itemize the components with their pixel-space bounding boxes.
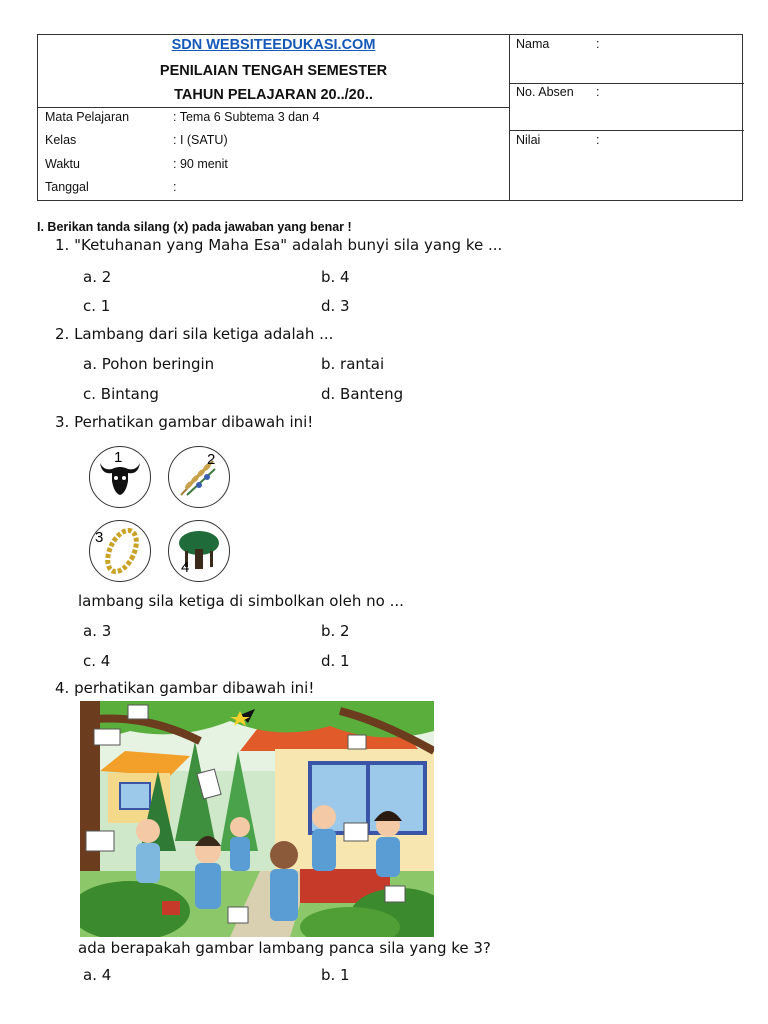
field-label-date: Tanggal xyxy=(45,180,89,194)
q1-option-d[interactable]: d. 3 xyxy=(321,297,350,315)
q4-option-b[interactable]: b. 1 xyxy=(321,966,350,984)
question-1: 1. "Ketuhanan yang Maha Esa" adalah bunyi sila yang ke ... xyxy=(55,236,503,254)
q2-option-b[interactable]: b. rantai xyxy=(321,355,385,373)
field-value-date: : xyxy=(173,180,177,194)
rice-cotton-icon xyxy=(168,446,230,508)
score-label: Nilai xyxy=(516,133,541,147)
q3-option-d[interactable]: d. 1 xyxy=(321,652,350,670)
question-4: 4. perhatikan gambar dibawah ini! xyxy=(55,679,315,697)
name-colon: : xyxy=(596,37,600,51)
schoolyard-illustration xyxy=(80,701,434,937)
exam-title: PENILAIAN TENGAH SEMESTER xyxy=(159,63,388,79)
symbol-number-4: 4 xyxy=(181,559,190,576)
q2-option-a[interactable]: a. Pohon beringin xyxy=(83,355,215,373)
absen-label: No. Absen xyxy=(516,85,574,99)
q2-option-c[interactable]: c. Bintang xyxy=(83,385,159,403)
q4-option-a[interactable]: a. 4 xyxy=(83,966,112,984)
section-instruction: I. Berikan tanda silang (x) pada jawaban yang benar ! xyxy=(37,220,352,234)
chain-icon xyxy=(89,520,151,582)
name-label: Nama xyxy=(516,37,550,51)
question-4-subtext: ada berapakah gambar lambang panca sila yang ke 3? xyxy=(78,939,491,957)
field-label-subject: Mata Pelajaran xyxy=(45,110,130,124)
question-3-subtext: lambang sila ketiga di simbolkan oleh no ... xyxy=(78,592,404,610)
field-value-time: : 90 menit xyxy=(173,157,228,171)
site-title[interactable]: SDN WEBSITEEDUKASI.COM xyxy=(171,37,376,53)
q3-option-b[interactable]: b. 2 xyxy=(321,622,350,640)
question-3: 3. Perhatikan gambar dibawah ini! xyxy=(55,413,314,431)
symbol-number-3: 3 xyxy=(95,529,104,546)
absen-colon: : xyxy=(596,85,600,99)
symbol-number-2: 2 xyxy=(207,451,216,468)
score-colon: : xyxy=(596,133,600,147)
q1-option-a[interactable]: a. 2 xyxy=(83,268,112,286)
q3-option-a[interactable]: a. 3 xyxy=(83,622,112,640)
question-2: 2. Lambang dari sila ketiga adalah ... xyxy=(55,325,334,343)
symbol-number-1: 1 xyxy=(114,449,123,466)
header-table xyxy=(37,34,743,201)
q1-option-b[interactable]: b. 4 xyxy=(321,268,350,286)
banyan-tree-icon xyxy=(168,520,230,582)
field-value-class: : I (SATU) xyxy=(173,133,228,147)
field-label-class: Kelas xyxy=(45,133,77,147)
q3-option-c[interactable]: c. 4 xyxy=(83,652,111,670)
exam-year: TAHUN PELAJARAN 20../20.. xyxy=(174,87,373,103)
q1-option-c[interactable]: c. 1 xyxy=(83,297,111,315)
bull-head-icon xyxy=(89,446,151,508)
q2-option-d[interactable]: d. Banteng xyxy=(321,385,404,403)
field-label-time: Waktu xyxy=(45,157,80,171)
field-value-subject: : Tema 6 Subtema 3 dan 4 xyxy=(173,110,320,124)
